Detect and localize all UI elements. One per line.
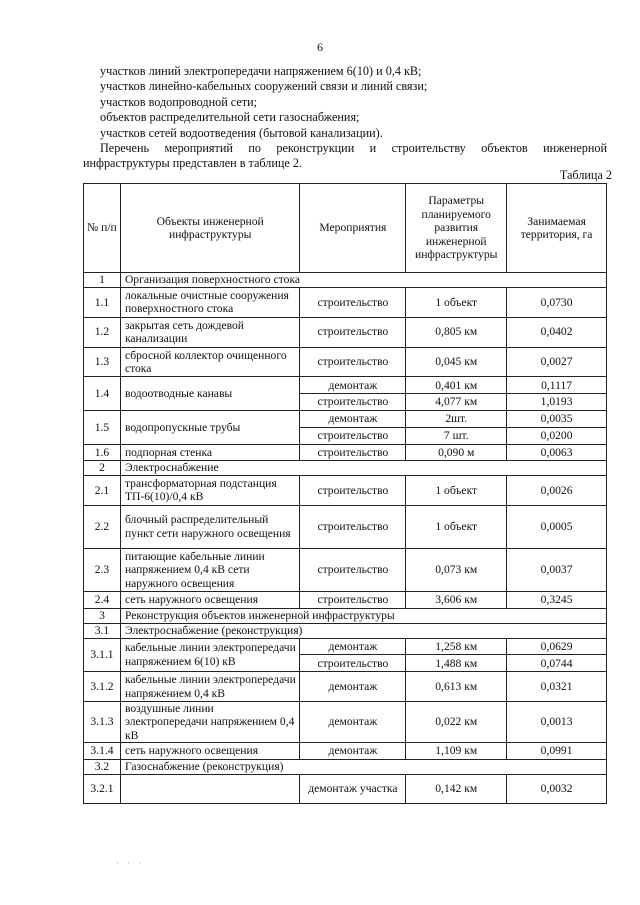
area-value: 0,0037 (507, 548, 607, 591)
parameter: 1,258 км (406, 638, 507, 655)
row-number: 2.3 (84, 548, 121, 591)
area-value: 0,0005 (507, 505, 607, 548)
table-row (84, 592, 607, 608)
page-number: 6 (317, 40, 323, 54)
area-value: 0,1117 (507, 377, 607, 394)
object-name: водоотводные канавы (120, 377, 300, 411)
table-row (84, 638, 607, 655)
parameter: 0,045 км (406, 347, 507, 377)
table-section-row (84, 759, 607, 774)
parameter: 0,073 км (406, 548, 507, 591)
action: строительство (300, 655, 406, 672)
row-number: 3.1.2 (84, 672, 121, 702)
table-section-row (84, 608, 607, 623)
area-value: 0,0026 (507, 475, 607, 505)
table-section-row (84, 460, 607, 475)
table-caption: Таблица 2 (559, 168, 612, 182)
intro-bullet: участков водопроводной сети; (100, 94, 257, 109)
parameter: 0,142 км (406, 774, 507, 804)
header-parameters: Параметры планируемого развития инженерной инфраструктуры (406, 184, 507, 273)
intro-bullet: объектов распределительной сети газоснабжения; (100, 110, 360, 125)
row-number: 1 (84, 273, 121, 288)
row-number: 1.4 (84, 377, 121, 411)
row-number: 1.6 (84, 444, 121, 460)
action: строительство (300, 288, 406, 318)
area-value: 0,0629 (507, 638, 607, 655)
header-object: Объекты инженерной инфраструктуры (120, 184, 300, 273)
row-number: 2.4 (84, 592, 121, 608)
area-value: 0,0013 (507, 701, 607, 742)
area-value: 0,0321 (507, 672, 607, 702)
action: строительство (300, 592, 406, 608)
parameter: 1 объект (406, 505, 507, 548)
row-number: 2 (84, 460, 121, 475)
parameter: 1 объект (406, 288, 507, 318)
row-number: 2.1 (84, 475, 121, 505)
intro-bullet: участков линий электропередачи напряжением 6(10) и 0,4 кВ; (100, 64, 422, 78)
action: строительство (300, 505, 406, 548)
action: строительство (300, 427, 406, 444)
area-value: 0,0027 (507, 347, 607, 377)
area-value: 0,0744 (507, 655, 607, 672)
table-row (84, 317, 607, 347)
table-row (84, 288, 607, 318)
action: демонтаж (300, 743, 406, 759)
object-name: воздушные линии электропередачи напряжением 0,4 кВ (120, 701, 300, 742)
area-value: 0,0730 (507, 288, 607, 318)
object-name (120, 774, 300, 804)
parameter: 0,090 м (406, 444, 507, 460)
action: демонтаж (300, 638, 406, 655)
table-row (84, 347, 607, 377)
table-row (84, 672, 607, 702)
table-row (84, 444, 607, 460)
object-name: блочный распределительный пункт сети наружного освещения (120, 505, 300, 548)
scan-mark: · · · (116, 858, 145, 868)
object-name: подпорная стенка (120, 444, 300, 460)
action: строительство (300, 548, 406, 591)
intro-bullet: участков сетей водоотведения (бытовой канализации). (100, 125, 383, 140)
object-name: сбросной коллектор очищенного стока (120, 347, 300, 377)
table-row (84, 410, 607, 427)
action: строительство (300, 394, 406, 411)
object-name: локальные очистные сооружения поверхностного стока (120, 288, 300, 318)
action: строительство (300, 475, 406, 505)
table-row (84, 475, 607, 505)
parameter: 3,606 км (406, 592, 507, 608)
header-num: № п/п (84, 184, 121, 273)
row-number: 1.5 (84, 410, 121, 444)
parameter: 7 шт. (406, 427, 507, 444)
area-value: 0,3245 (507, 592, 607, 608)
object-name: сеть наружного освещения (120, 592, 300, 608)
intro-paragraph: Перечень мероприятий по реконструкции и строительству объектов инженерной инфраструктуры представлен в таблице 2. (83, 141, 607, 171)
section-title: Организация поверхностного стока (120, 273, 606, 288)
parameter: 0,613 км (406, 672, 507, 702)
section-title: Электроснабжение (реконструкция) (120, 623, 606, 638)
row-number: 1.2 (84, 317, 121, 347)
parameter: 1 объект (406, 475, 507, 505)
action: демонтаж участка (300, 774, 406, 804)
object-name: водопропускные трубы (120, 410, 300, 444)
parameter: 0,022 км (406, 701, 507, 742)
section-title: Электроснабжение (120, 460, 606, 475)
row-number: 1.1 (84, 288, 121, 318)
table-row (84, 743, 607, 759)
area-value: 1,0193 (507, 394, 607, 411)
action: демонтаж (300, 377, 406, 394)
action: демонтаж (300, 410, 406, 427)
intro-text (83, 64, 607, 172)
object-name: трансформаторная подстанция ТП-6(10)/0,4 кВ (120, 475, 300, 505)
row-number: 2.2 (84, 505, 121, 548)
area-value: 0,0035 (507, 410, 607, 427)
table-body (84, 273, 607, 804)
section-title: Газоснабжение (реконструкция) (120, 759, 606, 774)
object-name: кабельные линии электропередачи напряжением 0,4 кВ (120, 672, 300, 702)
parameter: 0,401 км (406, 377, 507, 394)
row-number: 3.1.4 (84, 743, 121, 759)
intro-bullet: участков линейно-кабельных сооружений связи и линий связи; (100, 79, 428, 94)
action: строительство (300, 317, 406, 347)
parameter: 0,805 км (406, 317, 507, 347)
header-area: Занимаемая территория, га (507, 184, 607, 273)
area-value: 0,0991 (507, 743, 607, 759)
object-name: питающие кабельные линии напряжением 0,4 кВ сети наружного освещения (120, 548, 300, 591)
table-section-row (84, 273, 607, 288)
parameter: 1,488 км (406, 655, 507, 672)
row-number: 3.1.3 (84, 701, 121, 742)
area-value: 0,0032 (507, 774, 607, 804)
row-number: 3.2.1 (84, 774, 121, 804)
parameter: 2шт. (406, 410, 507, 427)
area-value: 0,0200 (507, 427, 607, 444)
object-name: закрытая сеть дождевой канализации (120, 317, 300, 347)
header-action: Мероприятия (300, 184, 406, 273)
action: демонтаж (300, 701, 406, 742)
area-value: 0,0402 (507, 317, 607, 347)
infrastructure-table (83, 183, 607, 804)
object-name: кабельные линии электропередачи напряжением 6(10) кВ (120, 638, 300, 672)
table-row (84, 774, 607, 804)
table-row (84, 377, 607, 394)
table-section-row (84, 623, 607, 638)
table-row (84, 505, 607, 548)
row-number: 3 (84, 608, 121, 623)
action: строительство (300, 444, 406, 460)
area-value: 0,0063 (507, 444, 607, 460)
table-row (84, 548, 607, 591)
table-row (84, 701, 607, 742)
parameter: 1,109 км (406, 743, 507, 759)
row-number: 3.2 (84, 759, 121, 774)
action: строительство (300, 347, 406, 377)
action: демонтаж (300, 672, 406, 702)
row-number: 3.1 (84, 623, 121, 638)
section-title: Реконструкция объектов инженерной инфраструктуры (120, 608, 606, 623)
object-name: сеть наружного освещения (120, 743, 300, 759)
parameter: 4,077 км (406, 394, 507, 411)
row-number: 1.3 (84, 347, 121, 377)
row-number: 3.1.1 (84, 638, 121, 672)
